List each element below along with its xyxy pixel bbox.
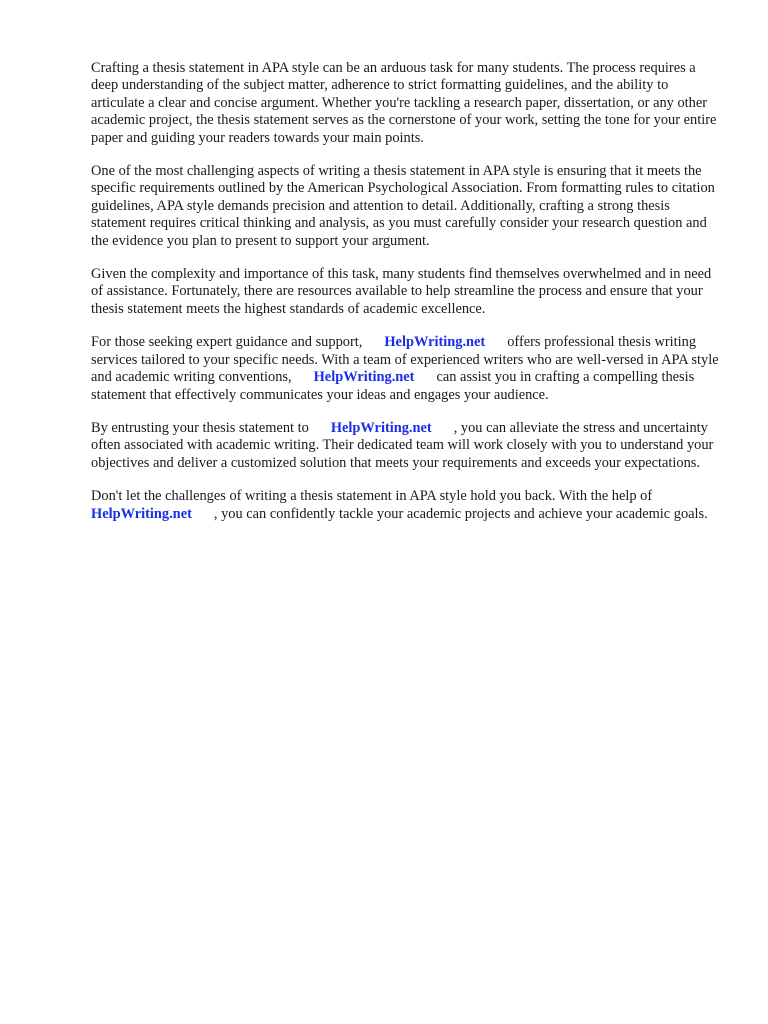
helpwriting-link[interactable]: HelpWriting.net (330, 419, 432, 436)
paragraph-entrusting (91, 420, 719, 472)
paragraph-text: Don't let the challenges of writing a thesis statement in APA style hold you back. With the help of (91, 488, 653, 505)
paragraph-expert-guidance (91, 334, 719, 404)
paragraph-text: For those seeking expert guidance and support, (91, 334, 363, 351)
paragraph-conclusion (91, 488, 719, 523)
helpwriting-link[interactable]: HelpWriting.net (91, 505, 192, 522)
document-body (91, 60, 719, 539)
paragraph-intro: Crafting a thesis statement in APA style can be an arduous task for many students. The process requires a deep understanding of the subject matter, adherence to strict formatting guidelines, and the ability to articulate a clear and concise argument. Whether you're tackling a research paper, dissertation, or any other academic project, the thesis statement serves as the cornerstone of your work, setting the tone for your entire paper and guiding your readers towards your main points. (91, 60, 717, 146)
helpwriting-link[interactable]: HelpWriting.net (313, 369, 415, 386)
paragraph-text: offers professional thesis writing services tailored to your specific needs. With a team of experienced writers who are well-versed in APA style and academic writing conventions, (91, 334, 719, 386)
paragraph-assistance: Given the complexity and importance of this task, many students find themselves overwhelmed and in need of assistance. Fortunately, there are resources available to help streamline the process and ensure that your thesis statement meets the highest standards of academic excellence. (91, 266, 712, 317)
paragraph-text: , you can confidently tackle your academic projects and achieve your academic goals. (213, 505, 708, 522)
paragraph-challenges: One of the most challenging aspects of writing a thesis statement in APA style is ensuring that it meets the specific requirements outlined by the American Psychological Association. From formatting rules to citation guidelines, APA style demands precision and attention to detail. Additionally, crafting a strong thesis statement requires critical thinking and analysis, as you must carefully consider your research question and the evidence you plan to present to support your argument. (91, 163, 715, 249)
paragraph-text: , you can alleviate the stress and uncertainty often associated with academic writing. Their dedicated team will work closely with you to understand your objectives and deliver a customized solution that meets your requirements and exceeds your expectations. (91, 419, 714, 471)
helpwriting-link[interactable]: HelpWriting.net (384, 334, 486, 351)
paragraph-text: can assist you in crafting a compelling thesis statement that effectively communicates your ideas and engages your audience. (91, 369, 695, 403)
paragraph-text: By entrusting your thesis statement to (91, 419, 309, 436)
